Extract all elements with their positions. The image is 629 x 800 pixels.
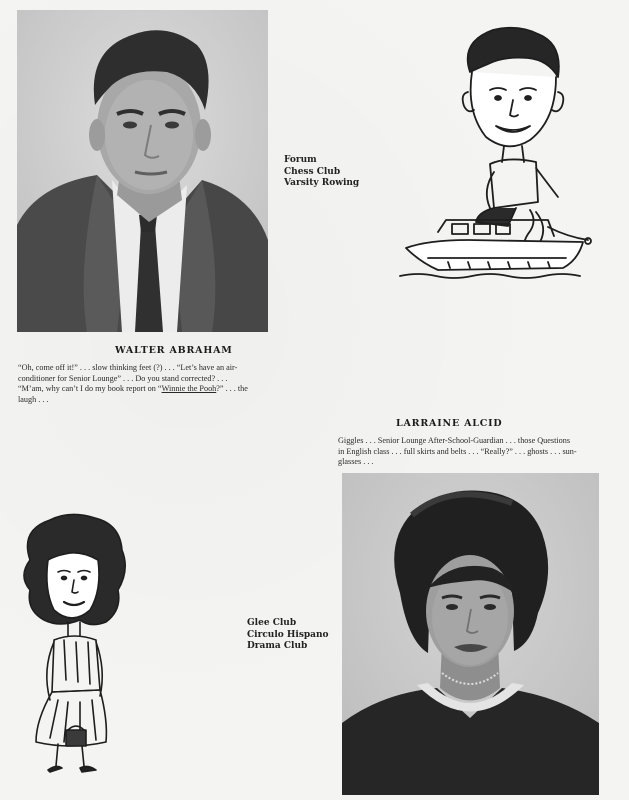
- book-title: Winnie the Pooh: [161, 384, 217, 393]
- walter-abraham-name: WALTER ABRAHAM: [115, 345, 233, 356]
- larraine-alcid-portrait-photo: [342, 473, 599, 795]
- activity-item: Circulo Hispano: [247, 629, 329, 640]
- activity-item: Chess Club: [284, 166, 341, 177]
- quote-line: in English class . . . full skirts and belts . . . “Really?” . . . ghosts . . . sun-: [338, 446, 577, 456]
- activity-item: Drama Club: [247, 641, 308, 651]
- activity-item: Glee Club: [247, 618, 297, 628]
- quote-line: “Oh, come off it!” . . . slow thinking feet (?) . . . “Let’s have an air-: [18, 363, 238, 372]
- quote-line: [18, 384, 270, 395]
- quote-line: Giggles . . . Senior Lounge After-School-Guardian . . . those Questions: [338, 436, 571, 445]
- quote-line: conditioner for Senior Lounge” . . . Do you stand corrected? . . .: [18, 373, 228, 383]
- quote-text: ?” . . . the: [216, 384, 248, 393]
- activity-item: Varsity Rowing: [284, 178, 360, 188]
- walter-abraham-portrait-photo: [17, 10, 268, 332]
- larraine-alcid-girl-caricature: [10, 510, 140, 780]
- walter-abraham-activities: [284, 155, 359, 190]
- activity-item: Forum: [284, 155, 317, 165]
- walter-abraham-quote: [18, 363, 270, 405]
- quote-line: laugh . . .: [18, 394, 49, 404]
- larraine-alcid-activities: [247, 618, 329, 653]
- walter-abraham-boat-caricature: [398, 22, 598, 287]
- quote-line: glasses . . .: [338, 457, 374, 466]
- quote-text: “M’am, why can’t I do my book report on “: [18, 384, 162, 393]
- larraine-alcid-quote: [338, 436, 600, 468]
- larraine-alcid-name: LARRAINE ALCID: [396, 418, 503, 429]
